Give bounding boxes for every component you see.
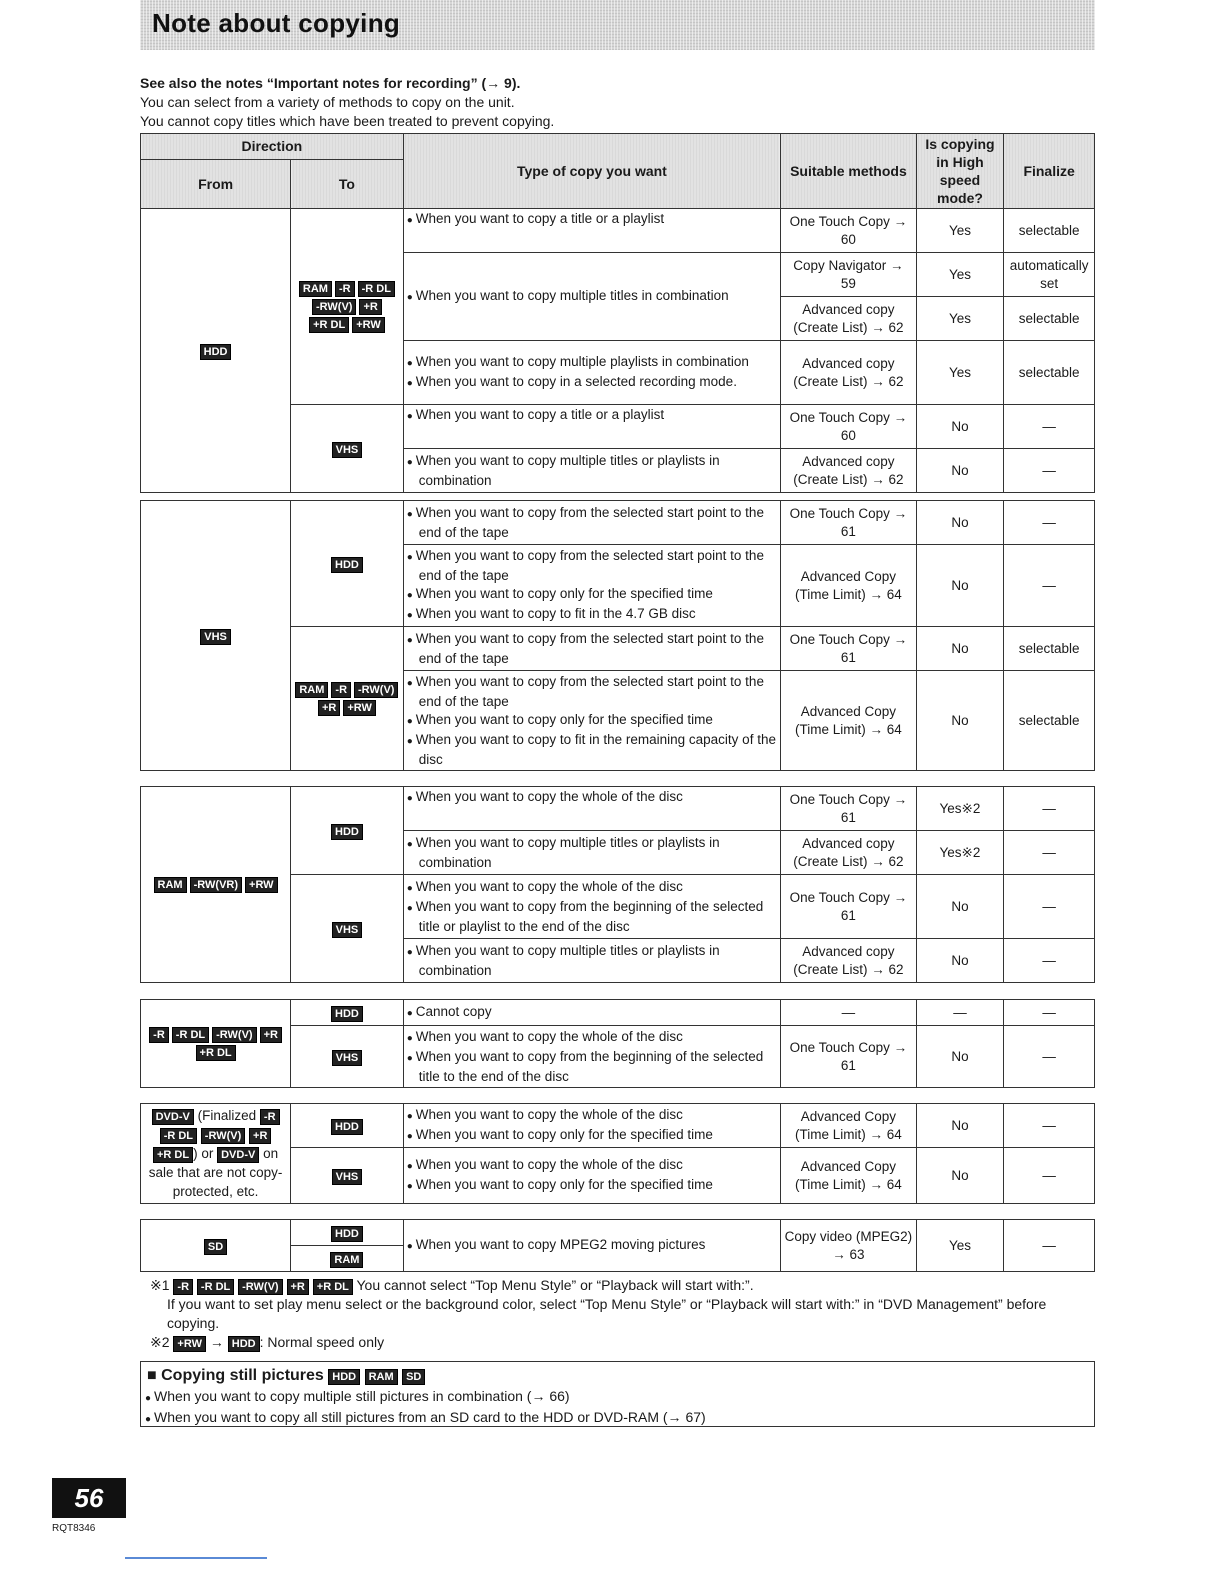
finalize-cell: selectable bbox=[1004, 627, 1095, 671]
footnotes bbox=[150, 1276, 1100, 1352]
speed-cell: Yes bbox=[916, 1220, 1004, 1272]
bottom-divider bbox=[125, 1557, 267, 1559]
finalize-cell: automatically set bbox=[1004, 253, 1095, 297]
badge-sd: SD bbox=[402, 1369, 425, 1385]
type-cell: ● When you want to copy multiple titles or playlists in combination bbox=[407, 452, 777, 490]
to-vhs-badge: VHS bbox=[332, 1169, 363, 1185]
from-disc-badges bbox=[144, 1027, 287, 1061]
header-methods: Suitable methods bbox=[781, 134, 917, 209]
to-disc-badges bbox=[294, 281, 400, 333]
type-cell: ● When you want to copy multiple titles in combination bbox=[407, 287, 777, 307]
header-highspeed: Is copying in High speed mode? bbox=[916, 134, 1004, 209]
from-disc-badges bbox=[144, 877, 287, 893]
badge-hdd: HDD bbox=[328, 1369, 360, 1385]
type-cell: ● When you want to copy from the selected start point to the end of the tape bbox=[407, 673, 777, 711]
type-cell: ● When you want to copy the whole of the disc bbox=[407, 1028, 777, 1048]
header-finalize: Finalize bbox=[1004, 134, 1095, 209]
finalize-cell: — bbox=[1004, 1026, 1095, 1088]
method-cell: Advanced copy (Create List) → 62 bbox=[781, 939, 917, 983]
from-sd-badge: SD bbox=[204, 1239, 227, 1255]
to-hdd-badge: HDD bbox=[331, 1226, 363, 1242]
page-title: Note about copying bbox=[152, 8, 401, 38]
badge-rwv: -RW(V) bbox=[238, 1279, 282, 1295]
badge-plusr: +R bbox=[359, 299, 381, 315]
method-cell: Copy video (MPEG2) → 63 bbox=[781, 1220, 917, 1272]
method-cell: — bbox=[781, 1000, 917, 1026]
method-cell: Advanced copy (Create List) → 62 bbox=[781, 341, 917, 405]
type-cell: ● When you want to copy multiple playlists in combination bbox=[407, 353, 777, 373]
copy-table-ram bbox=[140, 786, 1095, 983]
speed-cell: Yes bbox=[916, 253, 1004, 297]
finalize-cell: selectable bbox=[1004, 341, 1095, 405]
method-cell: One Touch Copy → 61 bbox=[781, 501, 917, 545]
badge-plusr: +R bbox=[260, 1027, 282, 1043]
from-vhs-badge: VHS bbox=[200, 629, 231, 645]
type-cell: ● When you want to copy from the selected start point to the end of the tape bbox=[407, 630, 777, 668]
badge-rdl: -R DL bbox=[160, 1128, 197, 1144]
finalize-cell: — bbox=[1004, 1104, 1095, 1148]
to-vhs-badge: VHS bbox=[332, 442, 363, 458]
type-cell: ● When you want to copy the whole of the disc bbox=[407, 1156, 777, 1176]
badge-dvdv: DVD-V bbox=[152, 1109, 194, 1125]
badge-rwv: -RW(V) bbox=[212, 1027, 256, 1043]
badge-plusrw: +RW bbox=[245, 877, 278, 893]
badge-plusr: +R bbox=[287, 1279, 309, 1295]
footnote-2-mark: ※2 bbox=[150, 1334, 170, 1350]
badge-dvdv-2: DVD-V bbox=[217, 1147, 259, 1163]
type-cell: ● When you want to copy MPEG2 moving pictures bbox=[407, 1236, 777, 1256]
badge-r: -R bbox=[173, 1279, 193, 1295]
type-cell: ● When you want to copy only for the specified time bbox=[407, 1176, 777, 1196]
badge-plusrdl: +R DL bbox=[313, 1279, 353, 1295]
badge-plusrdl: +R DL bbox=[309, 317, 349, 333]
badge-rwv: -RW(V) bbox=[312, 299, 356, 315]
method-cell: Advanced Copy (Time Limit) → 64 bbox=[781, 1104, 917, 1148]
still-heading: Copying still pictures bbox=[161, 1367, 324, 1384]
type-cell: ● When you want to copy to fit in the remaining capacity of the disc bbox=[407, 731, 777, 769]
dvdv-text-finalized: (Finalized bbox=[197, 1108, 257, 1123]
method-cell: Advanced Copy (Time Limit) → 64 bbox=[781, 1148, 917, 1204]
method-cell: One Touch Copy → 61 bbox=[781, 787, 917, 831]
method-cell: Advanced copy (Create List) → 62 bbox=[781, 449, 917, 493]
copy-table-dvdv bbox=[140, 1103, 1095, 1204]
square-bullet-icon: ■ bbox=[147, 1367, 157, 1384]
finalize-cell: selectable bbox=[1004, 297, 1095, 341]
speed-cell: Yes※2 bbox=[916, 787, 1004, 831]
badge-rwvr: -RW(VR) bbox=[190, 877, 242, 893]
to-vhs-badge: VHS bbox=[332, 1050, 363, 1066]
finalize-cell: — bbox=[1004, 501, 1095, 545]
finalize-cell: — bbox=[1004, 1148, 1095, 1204]
type-cell: ● When you want to copy from the beginning of the selected title or playlist to the end of the disc bbox=[407, 898, 777, 936]
intro-line-2: You can select from a variety of methods to copy on the unit. bbox=[140, 94, 515, 110]
badge-r: -R bbox=[149, 1027, 169, 1043]
speed-cell: No bbox=[916, 405, 1004, 449]
finalize-cell: — bbox=[1004, 1000, 1095, 1026]
method-cell: One Touch Copy → 61 bbox=[781, 875, 917, 939]
to-ram-badge: RAM bbox=[330, 1252, 363, 1268]
badge-plusrdl: +R DL bbox=[153, 1147, 193, 1163]
type-cell: ● When you want to copy the whole of the disc bbox=[407, 1106, 777, 1126]
badge-r: -R bbox=[335, 281, 355, 297]
still-bullet-2: ● When you want to copy all still pictures from an SD card to the HDD or DVD-RAM (→ 67) bbox=[145, 1408, 1094, 1429]
method-cell: Advanced copy (Create List) → 62 bbox=[781, 297, 917, 341]
footnote-1-text: You cannot select “Top Menu Style” or “Playback will start with:”. bbox=[356, 1277, 754, 1293]
type-cell: ● When you want to copy multiple titles or playlists in combination bbox=[407, 942, 777, 980]
badge-ram: RAM bbox=[365, 1369, 398, 1385]
badge-rdl: -R DL bbox=[172, 1027, 209, 1043]
badge-rwv: -RW(V) bbox=[354, 682, 398, 698]
to-hdd-badge: HDD bbox=[331, 557, 363, 573]
speed-cell: Yes bbox=[916, 341, 1004, 405]
to-hdd-badge: HDD bbox=[331, 824, 363, 840]
type-cell: ● When you want to copy only for the specified time bbox=[407, 585, 777, 605]
type-cell: ● When you want to copy only for the specified time bbox=[407, 1126, 777, 1146]
badge-plusr: +R bbox=[318, 700, 340, 716]
finalize-cell: — bbox=[1004, 449, 1095, 493]
dvdv-text-or: ) or bbox=[193, 1146, 214, 1161]
badge-r: -R bbox=[331, 682, 351, 698]
speed-cell: No bbox=[916, 449, 1004, 493]
finalize-cell: — bbox=[1004, 939, 1095, 983]
badge-ram: RAM bbox=[299, 281, 332, 297]
document-code: RQT8346 bbox=[52, 1523, 96, 1534]
copy-table-vhs bbox=[140, 500, 1095, 771]
type-cell: ● When you want to copy multiple titles or playlists in combination bbox=[407, 834, 777, 872]
footnote-2-text: : Normal speed only bbox=[259, 1334, 385, 1350]
to-disc-badges bbox=[294, 682, 400, 716]
type-cell: ● When you want to copy a title or a playlist bbox=[407, 406, 777, 426]
type-cell: ● When you want to copy from the beginning of the selected title to the end of the disc bbox=[407, 1048, 777, 1086]
finalize-cell: selectable bbox=[1004, 671, 1095, 771]
copy-table-hdd bbox=[140, 133, 1095, 493]
finalize-cell: — bbox=[1004, 405, 1095, 449]
speed-cell: Yes bbox=[916, 209, 1004, 253]
speed-cell: No bbox=[916, 939, 1004, 983]
type-cell: ● When you want to copy the whole of the disc bbox=[407, 788, 777, 808]
title-bar bbox=[140, 0, 1095, 50]
badge-plusr: +R bbox=[249, 1128, 271, 1144]
to-hdd-badge: HDD bbox=[331, 1006, 363, 1022]
speed-cell: No bbox=[916, 1026, 1004, 1088]
header-from: From bbox=[141, 159, 291, 208]
page-number: 56 bbox=[52, 1478, 126, 1518]
finalize-cell: — bbox=[1004, 875, 1095, 939]
method-cell: One Touch Copy → 61 bbox=[781, 1026, 917, 1088]
speed-cell: No bbox=[916, 875, 1004, 939]
finalize-cell: — bbox=[1004, 831, 1095, 875]
badge-ram: RAM bbox=[295, 682, 328, 698]
speed-cell: Yes※2 bbox=[916, 831, 1004, 875]
badge-plusrw: +RW bbox=[343, 700, 376, 716]
type-cell: ● When you want to copy only for the specified time bbox=[407, 711, 777, 731]
badge-plusrw: +RW bbox=[352, 317, 385, 333]
type-cell: ● When you want to copy in a selected recording mode. bbox=[407, 373, 777, 393]
method-cell: Advanced Copy (Time Limit) → 64 bbox=[781, 545, 917, 627]
speed-cell: No bbox=[916, 627, 1004, 671]
type-cell: ● When you want to copy the whole of the disc bbox=[407, 878, 777, 898]
copy-table-sd bbox=[140, 1219, 1095, 1272]
speed-cell: No bbox=[916, 1148, 1004, 1204]
speed-cell: — bbox=[916, 1000, 1004, 1026]
from-hdd-badge: HDD bbox=[200, 344, 232, 360]
intro-line-1: See also the notes “Important notes for recording” (→ 9). bbox=[140, 75, 521, 91]
method-cell: One Touch Copy → 60 bbox=[781, 209, 917, 253]
type-cell: ● When you want to copy from the selected start point to the end of the tape bbox=[407, 504, 777, 542]
type-cell: ● When you want to copy from the selected start point to the end of the tape bbox=[407, 547, 777, 585]
intro bbox=[140, 74, 1100, 131]
type-cell: ● When you want to copy to fit in the 4.7 GB disc bbox=[407, 605, 777, 625]
to-vhs-badge: VHS bbox=[332, 922, 363, 938]
type-cell: ● Cannot copy bbox=[407, 1003, 777, 1023]
finalize-cell: — bbox=[1004, 1220, 1095, 1272]
badge-rdl: -R DL bbox=[197, 1279, 234, 1295]
dvdv-text-onsale: on sale that are not copy-protected, etc. bbox=[148, 1146, 283, 1199]
badge-ram: RAM bbox=[154, 877, 187, 893]
dvdv-source-cell bbox=[141, 1104, 291, 1204]
method-cell: Advanced Copy (Time Limit) → 64 bbox=[781, 671, 917, 771]
type-cell: ● When you want to copy a title or a playlist bbox=[407, 210, 777, 230]
badge-rdl: -R DL bbox=[358, 281, 395, 297]
copy-table-r bbox=[140, 999, 1095, 1088]
finalize-cell: — bbox=[1004, 787, 1095, 831]
still-pictures-box bbox=[140, 1361, 1095, 1427]
header-direction: Direction bbox=[141, 134, 404, 160]
footnote-1-mark: ※1 bbox=[150, 1277, 170, 1293]
badge-r: -R bbox=[260, 1109, 280, 1125]
footnote-1-text-2: If you want to set play menu select or the background color, select “Top Menu Style” or “Playback will start with:” in “DVD Management” before copying. bbox=[167, 1296, 1047, 1331]
badge-plusrdl: +R DL bbox=[196, 1045, 236, 1061]
finalize-cell: — bbox=[1004, 545, 1095, 627]
header-type: Type of copy you want bbox=[403, 134, 780, 209]
method-cell: One Touch Copy → 61 bbox=[781, 627, 917, 671]
badge-plusrw: +RW bbox=[173, 1336, 206, 1352]
still-bullet-1: ● When you want to copy multiple still pictures in combination (→ 66) bbox=[145, 1387, 1094, 1408]
method-cell: One Touch Copy → 60 bbox=[781, 405, 917, 449]
speed-cell: No bbox=[916, 1104, 1004, 1148]
badge-rwv: -RW(V) bbox=[201, 1128, 245, 1144]
speed-cell: No bbox=[916, 501, 1004, 545]
header-to: To bbox=[291, 159, 404, 208]
speed-cell: No bbox=[916, 671, 1004, 771]
method-cell: Advanced copy (Create List) → 62 bbox=[781, 831, 917, 875]
to-hdd-badge: HDD bbox=[331, 1119, 363, 1135]
speed-cell: No bbox=[916, 545, 1004, 627]
finalize-cell: selectable bbox=[1004, 209, 1095, 253]
badge-hdd: HDD bbox=[228, 1336, 260, 1352]
intro-line-3: You cannot copy titles which have been treated to prevent copying. bbox=[140, 113, 555, 129]
arrow-icon: → bbox=[209, 1334, 224, 1350]
speed-cell: Yes bbox=[916, 297, 1004, 341]
method-cell: Copy Navigator → 59 bbox=[781, 253, 917, 297]
